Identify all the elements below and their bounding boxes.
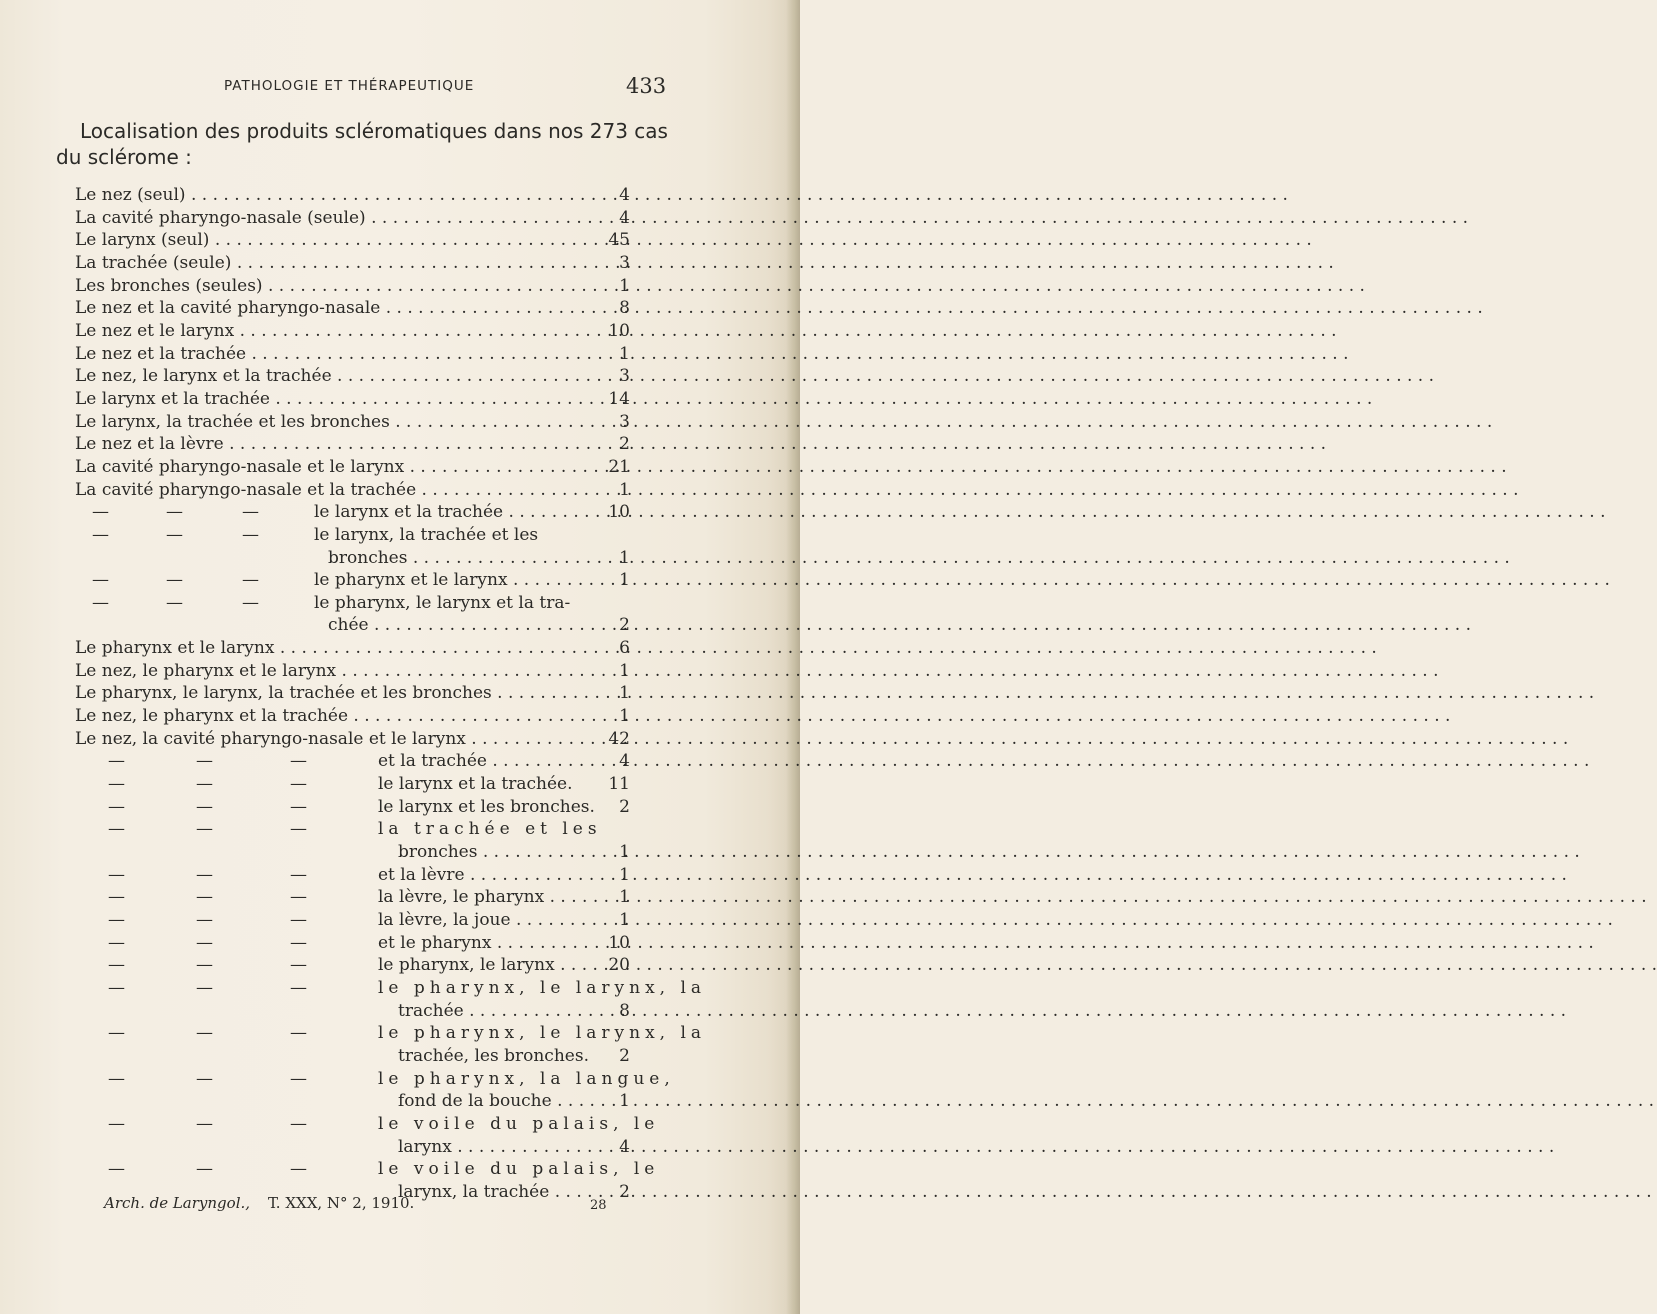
table-row (0, 297, 800, 320)
row-label: la lèvre, la joue . . . (378, 909, 595, 932)
row-count: 2 (619, 1045, 630, 1066)
row-count: 1 (619, 547, 630, 568)
row-count: 2 (619, 615, 630, 636)
ditto-dash: — (108, 751, 125, 772)
row-count: 1 (619, 842, 630, 863)
row-count: 4 (619, 207, 630, 228)
row-label: trachée . . . (398, 1000, 595, 1023)
journal-title: Arch. de Laryngol., (104, 1194, 251, 1212)
localisation-table (0, 184, 800, 1204)
row-label: Le nez et le larynx . . . (75, 320, 595, 343)
table-row (0, 796, 800, 819)
table-row (0, 932, 800, 955)
table-row (0, 229, 800, 252)
ditto-dash: — (108, 864, 125, 885)
row-label: et le pharynx . . . (378, 932, 595, 955)
ditto-dash: — (108, 977, 125, 998)
row-count: 1 (619, 706, 630, 727)
ditto-dash: — (166, 592, 183, 613)
ditto-dash: — (290, 932, 307, 953)
row-count: 2 (619, 434, 630, 455)
row-label: et la trachée . . . (378, 750, 595, 773)
ditto-dash: — (92, 502, 109, 523)
row-label: La cavité pharyngo-nasale et le larynx . . . (75, 456, 595, 479)
table-row (0, 479, 800, 502)
ditto-dash: — (290, 864, 307, 885)
ditto-dash: — (290, 796, 307, 817)
row-count: 4 (619, 185, 630, 205)
ditto-dash: — (108, 1113, 125, 1134)
ditto-dash: — (290, 1023, 307, 1044)
table-row (0, 909, 800, 932)
row-label: le pharynx, le larynx, la (378, 977, 707, 998)
row-count: 3 (619, 366, 630, 387)
row-count: 3 (619, 411, 630, 432)
ditto-dash: — (92, 570, 109, 591)
table-row (0, 501, 800, 524)
table-row (0, 1068, 800, 1091)
row-label: Les bronches (seules) . . . (75, 275, 595, 298)
table-row (0, 886, 800, 909)
ditto-dash: — (290, 910, 307, 930)
row-count: 2 (619, 796, 630, 817)
ditto-dash: — (290, 1068, 307, 1089)
table-row (0, 388, 800, 411)
row-count: 1 (619, 275, 630, 296)
row-count: 1 (619, 864, 630, 885)
ditto-dash: — (196, 1113, 213, 1134)
running-title: PATHOLOGIE ET THÉRAPEUTIQUE (224, 78, 475, 94)
table-row (0, 1158, 800, 1181)
ditto-dash: — (108, 932, 125, 953)
row-count: 1 (619, 1091, 630, 1112)
table-row (0, 343, 800, 366)
ditto-dash: — (108, 1159, 125, 1180)
row-label: Le pharynx et le larynx . . . (75, 637, 595, 660)
table-row (0, 320, 800, 343)
table-row (0, 275, 800, 298)
intro-paragraph: Localisation des produits scléromatiques dans nos 273 cas du sclérome : (56, 119, 668, 169)
table-row (0, 592, 800, 615)
ditto-dash: — (166, 570, 183, 591)
ditto-dash: — (196, 864, 213, 885)
row-label: le larynx et la trachée. (378, 774, 573, 795)
ditto-dash: — (92, 592, 109, 613)
row-label: fond de la bouche . . . (398, 1090, 595, 1113)
table-row (0, 660, 800, 683)
row-count: 4 (619, 751, 630, 772)
row-count: 14 (608, 388, 630, 409)
row-label: le larynx et les bronches. (378, 796, 595, 817)
ditto-dash: — (290, 1159, 307, 1180)
ditto-dash: — (108, 955, 125, 976)
ditto-dash: — (92, 524, 109, 545)
row-count: 10 (608, 932, 630, 953)
row-count: 10 (608, 320, 630, 341)
ditto-dash: — (290, 751, 307, 772)
row-label: le pharynx, le larynx, la (378, 1023, 707, 1044)
ditto-dash: — (196, 819, 213, 840)
row-count: 1 (619, 910, 630, 930)
table-row (0, 252, 800, 275)
row-count: 3 (619, 252, 630, 273)
ditto-dash: — (290, 887, 307, 908)
ditto-dash: — (196, 774, 213, 795)
row-count: 4 (619, 1136, 630, 1157)
table-row (0, 841, 800, 864)
table-row (0, 818, 800, 841)
table-row (0, 524, 800, 547)
row-label: le pharynx et le larynx . . . (314, 569, 595, 592)
row-label: Le larynx (seul) . . . (75, 229, 595, 252)
row-label: Le pharynx, le larynx, la trachée et les bronches . . . (75, 682, 595, 705)
table-row (0, 614, 800, 637)
ditto-dash: — (196, 796, 213, 817)
ditto-dash: — (108, 774, 125, 795)
page-footer (0, 1194, 800, 1218)
row-label: la lèvre, le pharynx . . . (378, 886, 595, 909)
row-count: 1 (619, 660, 630, 681)
table-row (0, 569, 800, 592)
page-number: 433 (626, 74, 667, 98)
table-row (0, 1000, 800, 1023)
ditto-dash: — (108, 819, 125, 840)
row-label: Le nez et la lèvre . . . (75, 433, 595, 456)
table-row (0, 954, 800, 977)
ditto-dash: — (196, 1023, 213, 1044)
ditto-dash: — (196, 887, 213, 908)
ditto-dash: — (242, 502, 259, 523)
row-label: chée . . . (328, 614, 628, 637)
row-label: larynx . . . (398, 1136, 595, 1159)
row-label: le voile du palais, le (378, 1113, 660, 1134)
ditto-dash: — (196, 955, 213, 976)
row-label: la trachée et les (378, 819, 602, 840)
ditto-dash: — (166, 524, 183, 545)
row-count: 1 (619, 343, 630, 364)
ditto-dash: — (196, 977, 213, 998)
row-label: le pharynx, le larynx . . . (378, 954, 595, 977)
row-label: le larynx et la trachée . . . (314, 501, 595, 524)
row-count: 8 (619, 298, 630, 319)
table-row (0, 637, 800, 660)
row-count: 21 (608, 456, 630, 477)
row-count: 11 (608, 774, 630, 795)
table-row (0, 184, 800, 207)
row-label: Le nez, le pharynx et le larynx . . . (75, 660, 595, 683)
table-row (0, 705, 800, 728)
row-label: le larynx, la trachée et les (314, 524, 539, 545)
row-label: trachée, les bronches. (398, 1045, 589, 1066)
table-row (0, 773, 800, 796)
ditto-dash: — (196, 1068, 213, 1089)
ditto-dash: — (108, 796, 125, 817)
journal-reference: T. XXX, N° 2, 1910. (268, 1194, 415, 1212)
table-row (0, 1022, 800, 1045)
row-count: 45 (608, 230, 630, 251)
row-count: 10 (608, 502, 630, 523)
row-count: 20 (608, 955, 630, 976)
row-label: La cavité pharyngo-nasale (seule) . . . (75, 207, 595, 230)
row-label: Le nez (seul) . . . (75, 184, 595, 207)
row-label: Le larynx, la trachée et les bronches . . . (75, 411, 595, 434)
table-row (0, 864, 800, 887)
row-count: 8 (619, 1000, 630, 1021)
table-row (0, 547, 800, 570)
row-label: le pharynx, le larynx et la tra- (314, 592, 571, 613)
ditto-dash: — (108, 887, 125, 908)
table-row (0, 1113, 800, 1136)
table-row (0, 1045, 800, 1068)
table-row (0, 750, 800, 773)
row-label: le pharynx, la langue, (378, 1068, 675, 1089)
row-label: Le nez, la cavité pharyngo-nasale et le larynx . . . (75, 728, 595, 751)
row-label: bronches . . . (328, 547, 628, 570)
row-count: 1 (619, 479, 630, 500)
table-row (0, 456, 800, 479)
ditto-dash: — (108, 910, 125, 930)
row-count: 6 (619, 638, 630, 659)
row-label: Le larynx et la trachée . . . (75, 388, 595, 411)
row-label: La trachée (seule) . . . (75, 252, 595, 275)
table-row (0, 207, 800, 230)
row-count: 1 (619, 887, 630, 908)
table-row (0, 433, 800, 456)
ditto-dash: — (166, 502, 183, 523)
ditto-dash: — (290, 1113, 307, 1134)
row-count: 42 (608, 728, 630, 749)
ditto-dash: — (108, 1068, 125, 1089)
row-label: et la lèvre . . . (378, 864, 595, 887)
table-row (0, 728, 800, 751)
table-row (0, 411, 800, 434)
table-row (0, 977, 800, 1000)
row-count: 2 (619, 1181, 630, 1202)
row-label: Le nez, le larynx et la trachée . . . (75, 365, 595, 388)
ditto-dash: — (196, 932, 213, 953)
row-count: 1 (619, 683, 630, 704)
table-row (0, 682, 800, 705)
row-label: Le nez, le pharynx et la trachée . . . (75, 705, 595, 728)
signature-mark: 28 (590, 1198, 607, 1213)
ditto-dash: — (108, 1023, 125, 1044)
ditto-dash: — (290, 774, 307, 795)
ditto-dash: — (242, 524, 259, 545)
ditto-dash: — (196, 1159, 213, 1180)
row-label: Le nez et la cavité pharyngo-nasale . . . (75, 297, 595, 320)
ditto-dash: — (290, 819, 307, 840)
row-label: La cavité pharyngo-nasale et la trachée . . . (75, 479, 595, 502)
row-count: 1 (619, 570, 630, 591)
row-label: le voile du palais, le (378, 1159, 660, 1180)
ditto-dash: — (196, 751, 213, 772)
table-row (0, 1090, 800, 1113)
ditto-dash: — (290, 955, 307, 976)
table-row (0, 1136, 800, 1159)
ditto-dash: — (196, 910, 213, 930)
ditto-dash: — (242, 592, 259, 613)
ditto-dash: — (242, 570, 259, 591)
row-label: Le nez et la trachée . . . (75, 343, 595, 366)
page-header (0, 76, 800, 100)
table-row (0, 365, 800, 388)
ditto-dash: — (290, 977, 307, 998)
row-label: larynx, la trachée . . . (398, 1181, 595, 1204)
row-label: bronches . . . (398, 841, 595, 864)
